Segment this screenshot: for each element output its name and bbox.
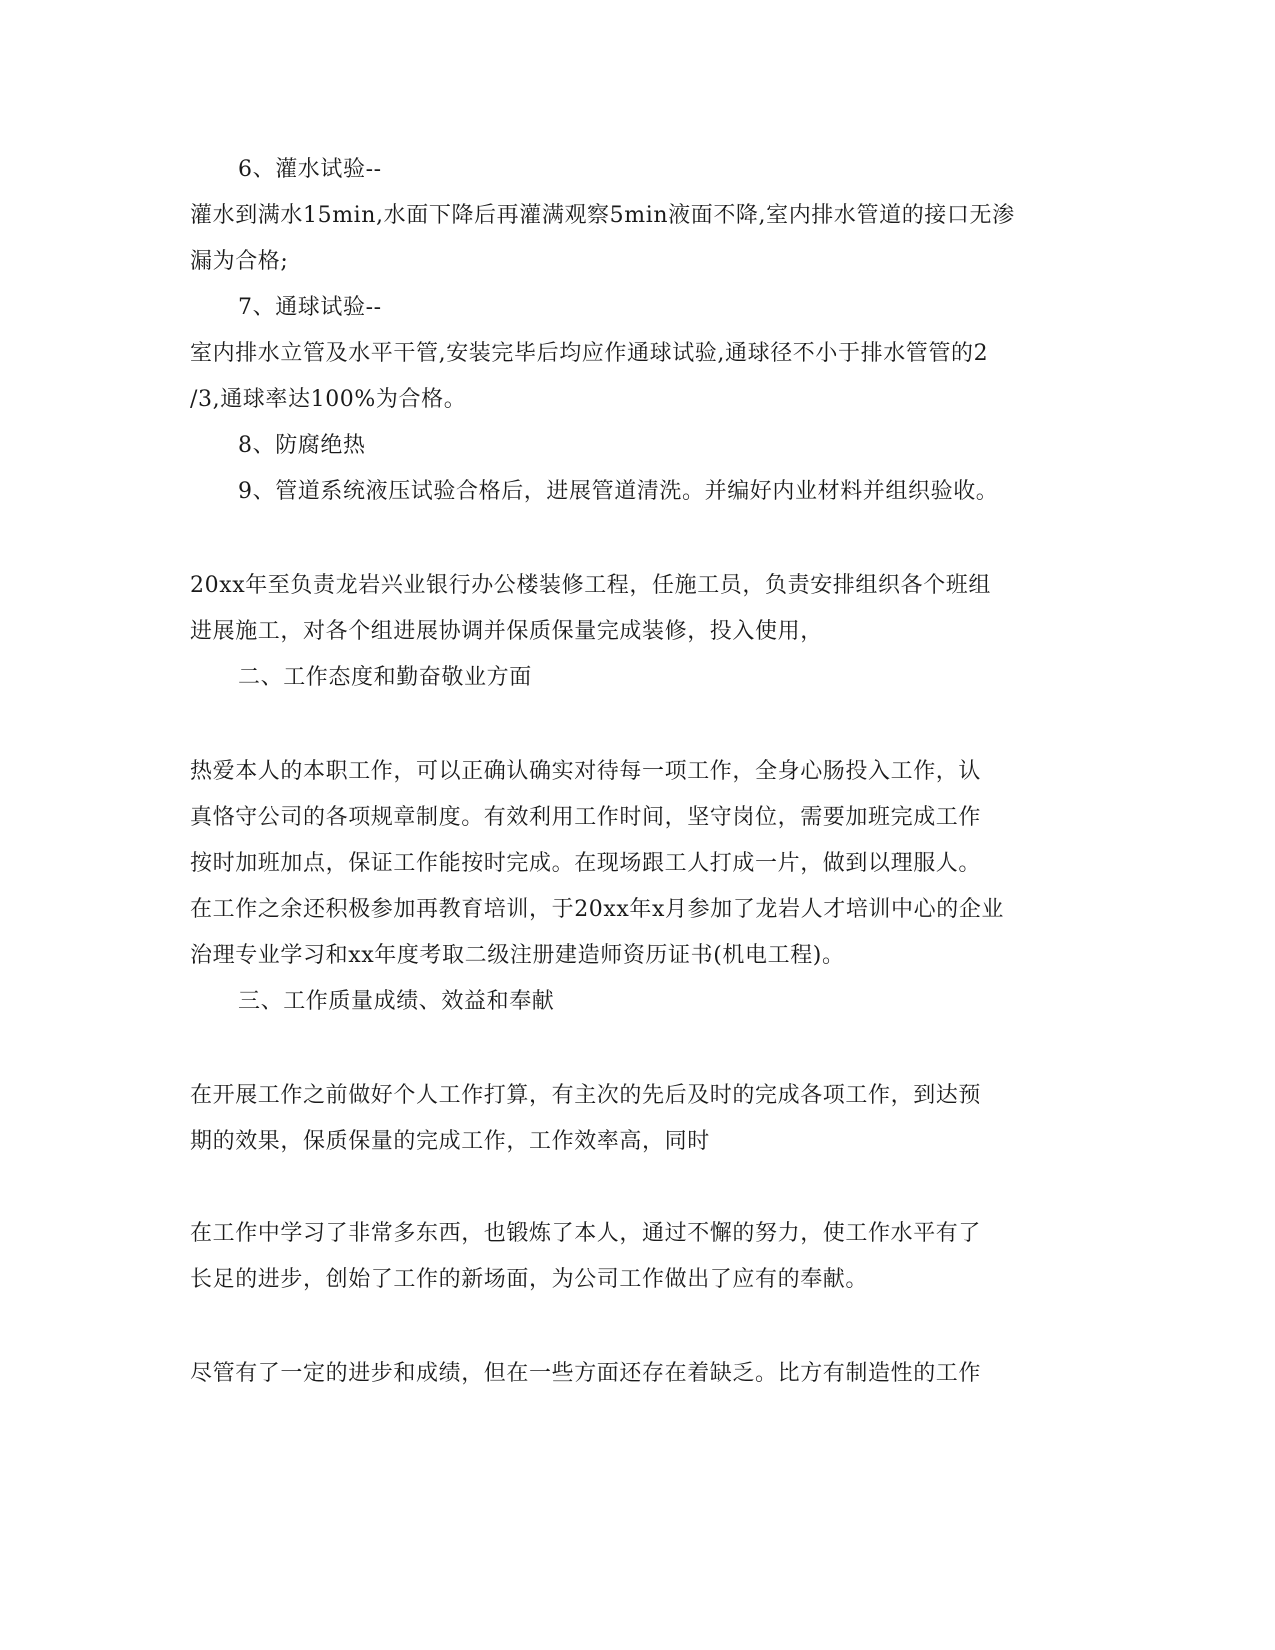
text-line: 尽管有了一定的进步和成绩，但在一些方面还存在着缺乏。比方有制造性的工作: [190, 1361, 982, 1386]
text-line: 期的效果，保质保量的完成工作，工作效率高，同时: [190, 1129, 710, 1154]
text-line: 灌水到满水15min,水面下降后再灌满观察5min液面不降,室内排水管道的接口无渗: [190, 203, 1015, 228]
text-line: 在开展工作之前做好个人工作打算，有主次的先后及时的完成各项工作，到达预: [190, 1083, 982, 1108]
text-line: 在工作中学习了非常多东西，也锻炼了本人，通过不懈的努力，使工作水平有了: [190, 1221, 982, 1246]
text-line: 在工作之余还积极参加再教育培训，于20xx年x月参加了龙岩人才培训中心的企业: [190, 897, 1005, 922]
text-line-item-9: 9、管道系统液压试验合格后，进展管道清洗。并编好内业材料并组织验收。: [238, 479, 999, 504]
text-line: 治理专业学习和xx年度考取二级注册建造师资历证书(机电工程)。: [190, 943, 845, 968]
text-line: 漏为合格;: [190, 249, 289, 274]
text-line: /3,通球率达100%为合格。: [190, 387, 467, 412]
text-line: 室内排水立管及水平干管,安装完毕后均应作通球试验,通球径不小于排水管管的2: [190, 341, 989, 366]
section-heading-3: 三、工作质量成绩、效益和奉献: [238, 989, 555, 1014]
text-line: 热爱本人的本职工作，可以正确认确实对待每一项工作，全身心肠投入工作，认: [190, 759, 982, 784]
section-heading-2: 二、工作态度和勤奋敬业方面: [238, 665, 532, 690]
text-line: 进展施工，对各个组进展协调并保质保量完成装修，投入使用，: [190, 619, 823, 644]
text-line-item-7: 7、通球试验--: [238, 295, 382, 320]
text-line: 按时加班加点，保证工作能按时完成。在现场跟工人打成一片，做到以理服人。: [190, 851, 982, 876]
text-line: 真恪守公司的各项规章制度。有效利用工作时间，坚守岗位，需要加班完成工作: [190, 805, 982, 830]
text-line: 长足的进步，创始了工作的新场面，为公司工作做出了应有的奉献。: [190, 1267, 869, 1292]
text-line-item-8: 8、防腐绝热: [238, 433, 366, 458]
text-line: 20xx年至负责龙岩兴业银行办公楼装修工程，任施工员，负责安排组织各个班组: [190, 573, 992, 598]
text-line-item-6: 6、灌水试验--: [238, 157, 382, 182]
